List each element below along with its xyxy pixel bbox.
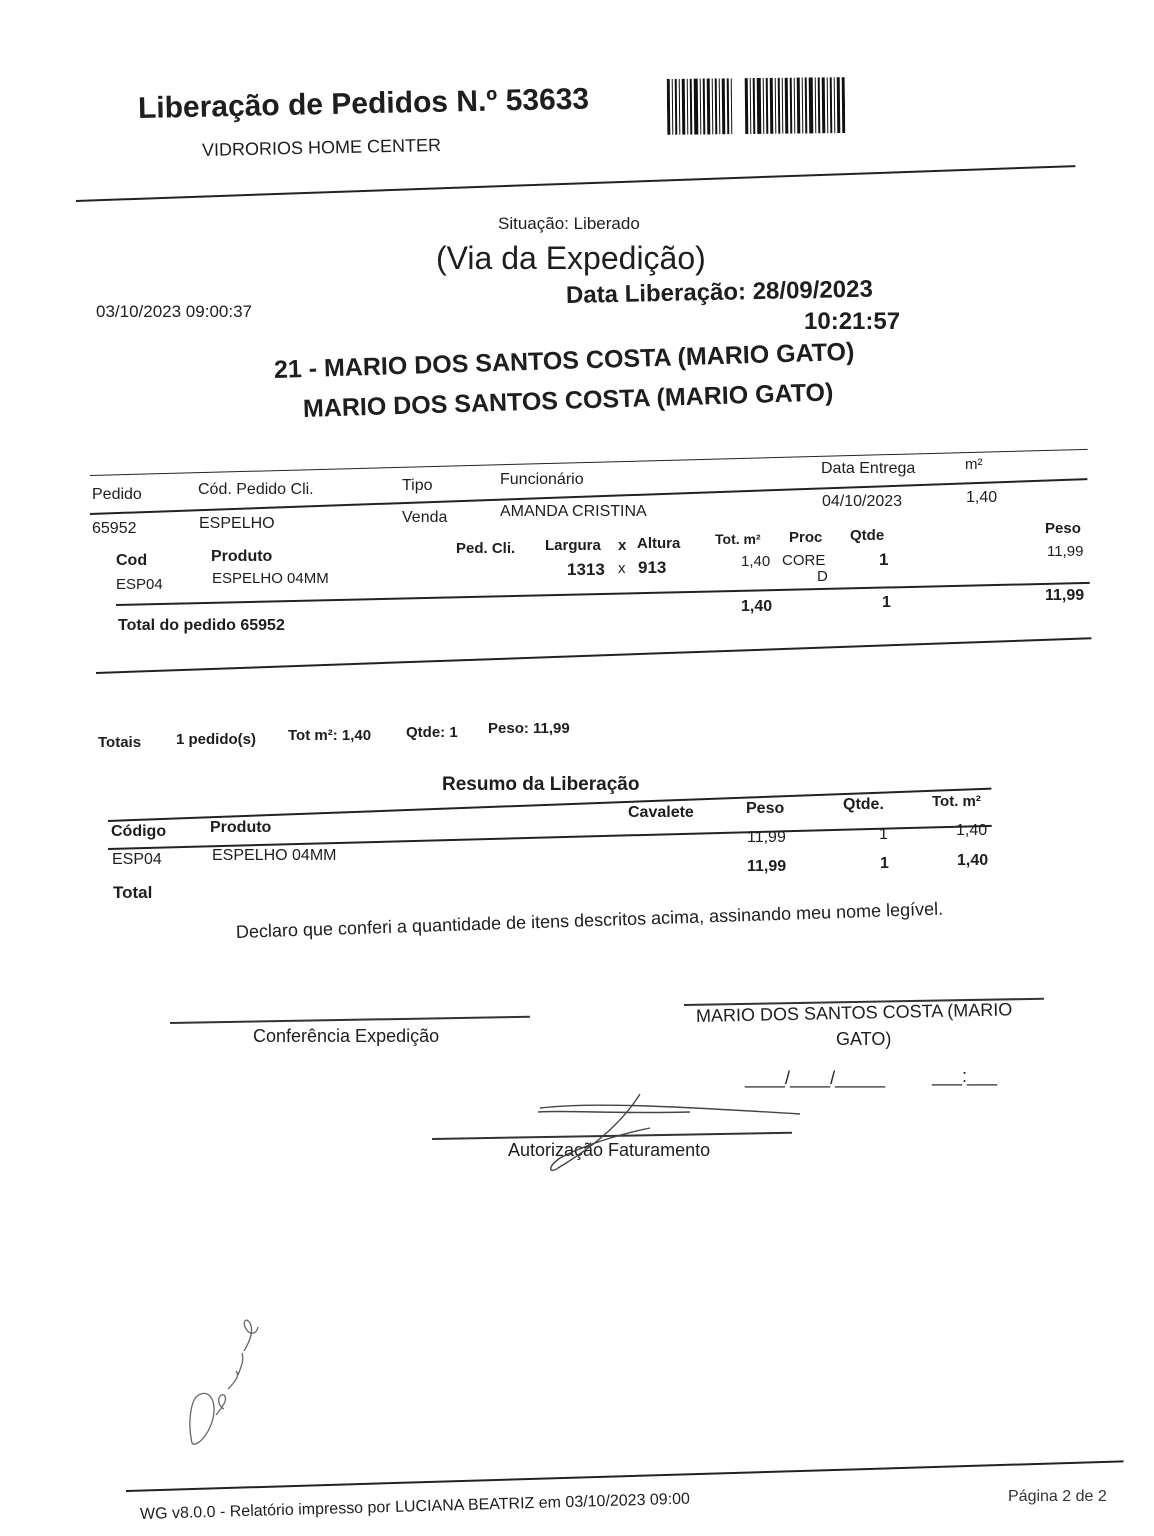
header-cod-pedido-cli: Cód. Pedido Cli. <box>198 481 314 498</box>
totais-peso: Peso: 11,99 <box>488 720 570 737</box>
data-liberacao-date: 28/09/2023 <box>752 275 874 306</box>
order-total-tot-m2: 1,40 <box>741 598 773 615</box>
data-liberacao <box>566 276 873 310</box>
item-header-qtde: Qtde <box>850 527 885 544</box>
document-title: Liberação de Pedidos N.º 53633 <box>137 82 590 125</box>
footer-printed-by: WG v8.0.0 - Relatório impresso por LUCIANA BEATRIZ em 03/10/2023 09:00 <box>139 1490 691 1523</box>
conferencia-label: Conferência Expedição <box>253 1026 440 1046</box>
item-cod: ESP04 <box>116 576 163 593</box>
client-name-line2: MARIO DOS SANTOS COSTA (MARIO GATO) <box>302 378 834 423</box>
header-funcionario: Funcionário <box>500 471 584 488</box>
order-bottom-rule <box>96 637 1091 674</box>
resumo-header-cavalete: Cavalete <box>628 804 694 821</box>
resumo-row-produto: ESPELHO 04MM <box>212 847 337 864</box>
item-altura: 913 <box>638 558 667 577</box>
resumo-header-tot-m2: Tot. m² <box>932 793 981 810</box>
resumo-header-codigo: Código <box>111 823 167 840</box>
totais-label: Totais <box>98 734 142 751</box>
order-top-rule <box>90 449 1088 476</box>
item-proc-line2: D <box>817 568 828 585</box>
item-header-largura: Largura <box>545 537 601 554</box>
resumo-title: Resumo da Liberação <box>442 774 640 795</box>
footer-page-number: Página 2 de 2 <box>1008 1488 1107 1505</box>
item-peso: 11,99 <box>1047 543 1084 560</box>
resumo-total-label: Total <box>113 883 153 902</box>
item-header-ped-cli: Ped. Cli. <box>456 540 516 557</box>
totais-pedidos: 1 pedido(s) <box>176 731 257 748</box>
autorizacao-label: Autorização Faturamento <box>508 1140 711 1160</box>
item-header-proc: Proc <box>789 529 823 546</box>
item-proc-line1: CORE <box>782 552 826 569</box>
resumo-header-produto: Produto <box>210 819 272 836</box>
value-m2: 1,40 <box>966 489 998 506</box>
conferencia-signature-line <box>170 1016 530 1024</box>
item-header-produto: Produto <box>211 548 273 565</box>
order-total-peso: 11,99 <box>1045 587 1085 604</box>
resumo-header-qtde: Qtde. <box>843 796 884 813</box>
print-datetime: 03/10/2023 09:00:37 <box>96 302 252 321</box>
cliente-name-line1: MARIO DOS SANTOS COSTA (MARIO <box>695 999 1013 1026</box>
resumo-row-qtde: 1 <box>879 826 888 843</box>
date-blank: ____/____/_____ <box>745 1068 886 1088</box>
time-blank: ___:___ <box>932 1066 998 1086</box>
order-total-qtde: 1 <box>882 594 891 611</box>
item-x: x <box>618 560 626 577</box>
item-qtde: 1 <box>879 550 889 569</box>
cliente-name-line2: GATO) <box>836 1029 892 1049</box>
value-funcionario: AMANDA CRISTINA <box>500 503 647 520</box>
order-total-label: Total do pedido 65952 <box>118 617 285 634</box>
barcode <box>667 77 846 135</box>
item-header-x: x <box>618 537 627 554</box>
item-largura: 1313 <box>567 560 605 579</box>
item-header-cod: Cod <box>116 552 148 569</box>
header-pedido: Pedido <box>92 486 142 503</box>
item-header-peso: Peso <box>1045 520 1081 537</box>
value-tipo: Venda <box>402 509 448 526</box>
item-header-tot-m2: Tot. m² <box>715 531 761 547</box>
resumo-row-codigo: ESP04 <box>112 851 162 868</box>
value-data-entrega: 04/10/2023 <box>822 493 903 510</box>
status-situacao: Situação: Liberado <box>498 214 640 233</box>
declaracao-text: Declaro que conferi a quantidade de itens descritos acima, assinando meu nome legível. <box>235 898 944 942</box>
totais-tot-m2: Tot m²: 1,40 <box>288 727 372 744</box>
header-m2: m² <box>965 456 983 473</box>
resumo-header-peso: Peso <box>746 800 785 817</box>
company-name: VIDRORIOS HOME CENTER <box>201 134 442 160</box>
resumo-total-tot-m2: 1,40 <box>957 852 989 869</box>
resumo-total-peso: 11,99 <box>747 858 787 875</box>
item-header-altura: Altura <box>637 535 681 552</box>
value-cod-pedido-cli: ESPELHO <box>199 515 275 532</box>
data-liberacao-time: 10:21:57 <box>804 308 901 335</box>
value-pedido: 65952 <box>92 520 137 537</box>
header-data-entrega: Data Entrega <box>821 460 916 477</box>
header-tipo: Tipo <box>402 477 433 494</box>
via-label: (Via da Expedição) <box>436 240 706 276</box>
totais-qtde: Qtde: 1 <box>406 724 458 741</box>
item-produto: ESPELHO 04MM <box>212 570 329 587</box>
client-name-line1: 21 - MARIO DOS SANTOS COSTA (MARIO GATO) <box>273 337 855 384</box>
footer-rule <box>126 1460 1124 1492</box>
resumo-row-tot-m2: 1,40 <box>956 822 988 839</box>
header-divider <box>76 165 1075 202</box>
barcode-graphic <box>667 77 846 135</box>
handwritten-signature-autorizacao <box>530 1088 820 1178</box>
handwritten-initials <box>180 1305 270 1455</box>
data-liberacao-label: Data Liberação: <box>565 278 747 309</box>
item-tot-m2: 1,40 <box>741 553 771 570</box>
resumo-total-qtde: 1 <box>880 855 889 872</box>
resumo-row-peso: 11,99 <box>747 829 786 846</box>
